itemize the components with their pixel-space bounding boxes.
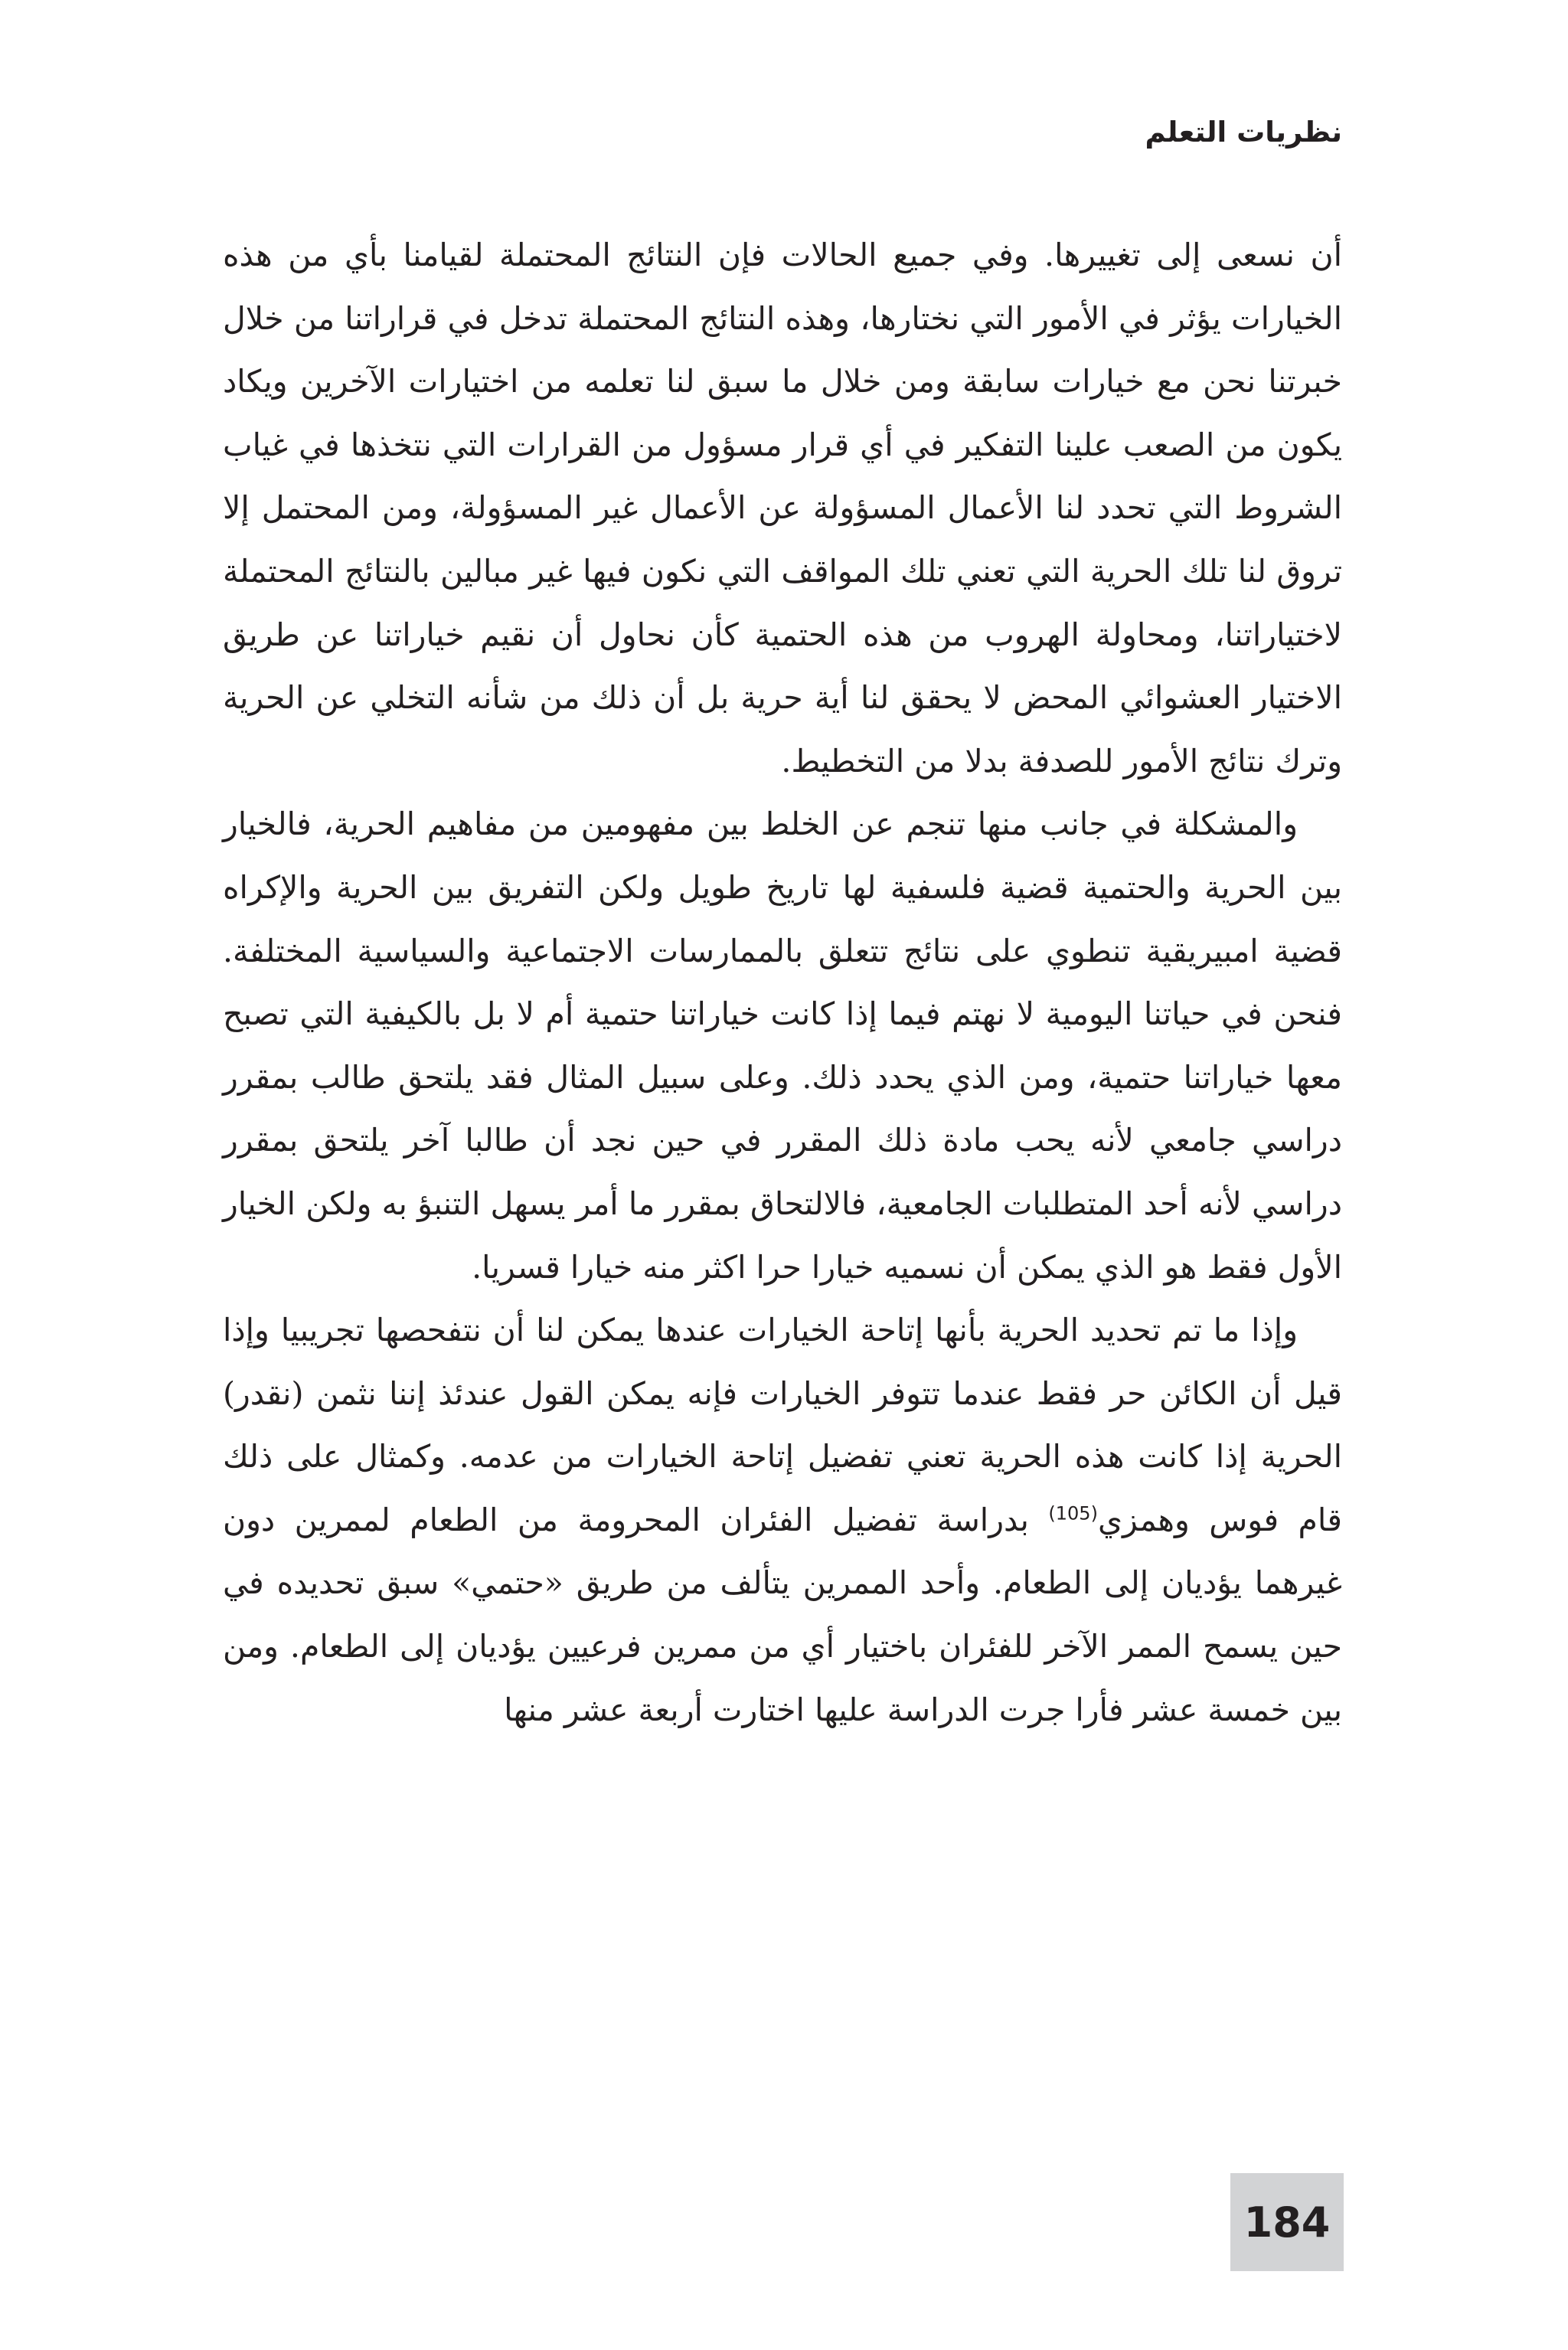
- page-number: 184: [1243, 2198, 1331, 2247]
- footnote-reference: (105): [1048, 1502, 1098, 1525]
- paragraph-3-part-1: وإذا ما تم تحديد الحرية بأنها إتاحة الخيارات عندها يمكن لنا أن نتفحصها تجريبيا وإذا قيل أن الكائن حر فقط عندما تتوفر الخيارات فإنه يمكن القول عندئذ إننا نثمن (نقدر) الحرية إذا كانت هذه الحرية تعني تفضيل إتاحة الخيارات من عدمه. وكمثال على ذلك قام فوس وهمزي: [223, 1312, 1342, 1538]
- running-header: نظريات التعلم: [1145, 116, 1342, 149]
- page-number-box: [1230, 2173, 1344, 2271]
- paragraph-1: أن نسعى إلى تغييرها. وفي جميع الحالات فإن النتائج المحتملة لقيامنا بأي من هذه الخيارات يؤثر في الأمور التي نختارها، وهذه النتائج المحتملة تدخل في قراراتنا من خلال خبرتنا نحن مع خيارات سابقة ومن خلال ما سبق لنا تعلمه من اختيارات الآخرين ويكاد يكون من الصعب علينا التفكير في أي قرار مسؤول من القرارات التي نتخذها في غياب الشروط التي تحدد لنا الأعمال المسؤولة عن الأعمال غير المسؤولة، ومن المحتمل إلا تروق لنا تلك الحرية التي تعني تلك المواقف التي نكون فيها غير مبالين بالنتائج المحتملة لاختياراتنا، ومحاولة الهروب من هذه الحتمية كأن نحاول أن نقيم خياراتنا عن طريق الاختيار العشوائي المحض لا يحقق لنا أية حرية بل أن ذلك من شأنه التخلي عن الحرية وترك نتائج الأمور للصدفة بدلا من التخطيط.: [223, 237, 1342, 780]
- page-body: [223, 224, 1342, 1741]
- paragraph-3-part-2: بدراسة تفضيل الفئران المحرومة من الطعام لممرين دون غيرهما يؤديان إلى الطعام. وأحد الممرين يتألف من طريق «حتمي» سبق تحديده في حين يسمح الممر الآخر للفئران باختيار أي من ممرين فرعيين يؤديان إلى الطعام. ومن بين خمسة عشر فأرا جرت الدراسة عليها اختارت أربعة عشر منها: [223, 1501, 1342, 1728]
- paragraph-2: والمشكلة في جانب منها تنجم عن الخلط بين مفهومين من مفاهيم الحرية، فالخيار بين الحرية والحتمية قضية فلسفية لها تاريخ طويل ولكن التفريق بين الحرية والإكراه قضية امبيريقية تنطوي على نتائج تتعلق بالممارسات الاجتماعية والسياسية المختلفة. فنحن في حياتنا اليومية لا نهتم فيما إذا كانت خياراتنا حتمية أم لا بل بالكيفية التي تصبح معها خياراتنا حتمية، ومن الذي يحدد ذلك. وعلى سبيل المثال فقد يلتحق طالب بمقرر دراسي جامعي لأنه يحب مادة ذلك المقرر في حين نجد أن طالبا آخر يلتحق بمقرر دراسي لأنه أحد المتطلبات الجامعية، فالالتحاق بمقرر ما أمر يسهل التنبؤ به ولكن الخيار الأول فقط هو الذي يمكن أن نسميه خيارا حرا اكثر منه خيارا قسريا.: [223, 806, 1342, 1286]
- paragraph-3: [223, 1299, 1342, 1741]
